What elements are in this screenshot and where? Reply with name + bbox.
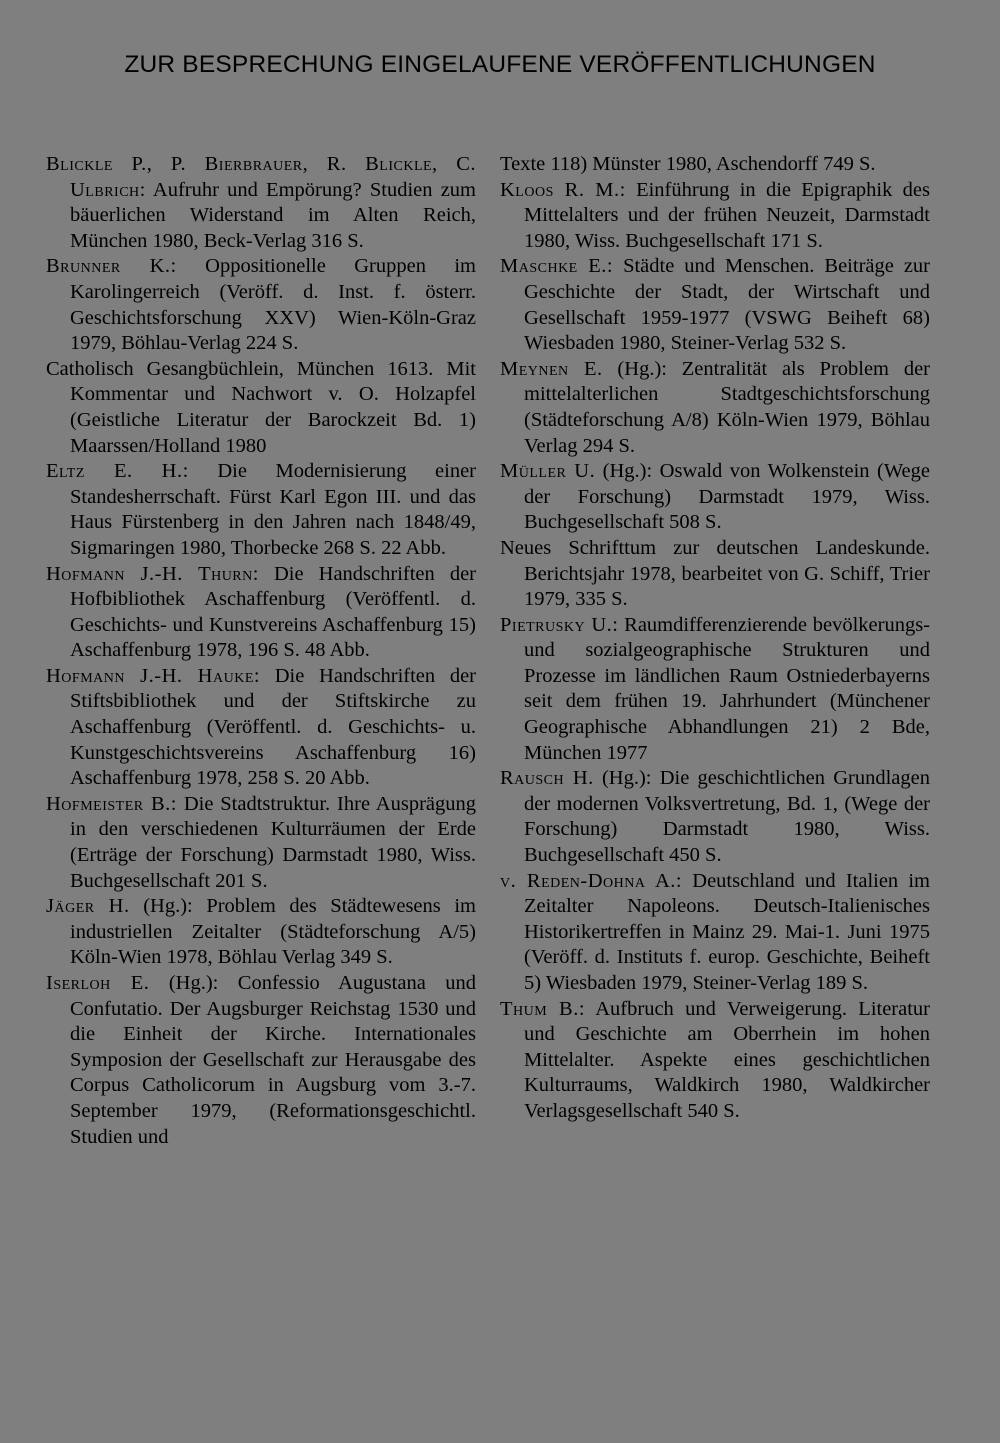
bibliography-entry [46, 357, 476, 459]
bibliography-entry [500, 254, 930, 356]
page-title: ZUR BESPRECHUNG EINGELAUFENE VERÖFFENTLICHUNGEN [124, 51, 876, 78]
bibliography-entry [500, 459, 930, 536]
entry-author: Müller U. [500, 460, 596, 483]
bibliography-entry [500, 766, 930, 868]
entry-author: Rausch H. [500, 767, 594, 790]
entry-author: Thum B.: [500, 997, 586, 1020]
entry-author: Eltz E. H.: [46, 460, 189, 483]
bibliography-entry [46, 971, 476, 1150]
entry-text: (Hg.): Problem des Städtewesens im industriellen Zeitalter (Städteforschung A/5) Köln-Wien 1978, Böhlau Verlag 349 S. [70, 895, 476, 969]
entry-author: Hofmann J.-H. Hauke: [46, 664, 261, 687]
entry-author: v. Reden-Dohna A.: [500, 869, 683, 892]
entry-author: Meynen E. [500, 357, 603, 380]
bibliography-entry [500, 357, 930, 459]
bibliography-entry [500, 536, 930, 613]
entry-author: Maschke E.: [500, 255, 614, 278]
left-column [46, 152, 476, 1150]
entry-text: Neues Schrifttum zur deutschen Landeskunde. Berichtsjahr 1978, bearbeitet von G. Schiff, Trier 1979, 335 S. [500, 536, 930, 611]
right-column [500, 152, 930, 1125]
bibliography-entry [500, 869, 930, 997]
entry-text: Texte 118) Münster 1980, Aschendorff 749 S. [500, 153, 876, 175]
entry-text: Die Handschriften der Hofbibliothek Aschaffenburg (Veröffentl. d. Geschichts- und Kunstvereins Aschaffenburg 15) Aschaffenburg 1978, 196 S. 48 Abb. [70, 562, 476, 662]
entry-text: (Hg.): Oswald von Wolkenstein (Wege der Forschung) Darmstadt 1979, Wiss. Buchgesellschaft 508 S. [524, 460, 930, 534]
bibliography-entry [46, 459, 476, 561]
entry-text: Die Stadtstruktur. Ihre Ausprägung in den verschiedenen Kulturräumen der Erde (Erträge der Forschung) Darmstadt 1980, Wiss. Buchgesellschaft 201 S. [70, 792, 476, 892]
entry-text: Aufbruch und Verweigerung. Literatur und Geschichte am Oberrhein im hohen Mittelalter. Aspekte eines geschichtlichen Kulturraums, Waldkirch 1980, Waldkircher Verlagsgesellschaft 540 S. [524, 997, 931, 1122]
bibliography-entry [500, 178, 930, 255]
bibliography-entry [500, 152, 930, 178]
entry-text: Städte und Menschen. Beiträge zur Geschichte der Stadt, der Wirtschaft und Gesellschaft 1959-1977 (VSWG Beiheft 68) Wiesbaden 1980, Steiner-Verlag 532 S. [524, 255, 931, 355]
entry-author: Pietrusky U.: [500, 613, 619, 636]
bibliography-entry [46, 664, 476, 792]
entry-author: Hofmeister B.: [46, 792, 177, 815]
entry-text: (Hg.): Confessio Augustana und Confutatio. Der Augsburger Reichstag 1530 und die Einheit der Kirche. Internationales Symposion der Gesellschaft zur Herausgabe des Corpus Catholicorum in Augsburg vom 3.-7. September 1979, (Reformationsgeschichtl. Studien und [70, 972, 476, 1148]
entry-text: (Hg.): Die geschichtlichen Grundlagen der modernen Volksvertretung, Bd. 1, (Wege der Forschung) Darmstadt 1980, Wiss. Buchgesellschaft 450 S. [524, 767, 930, 867]
entry-author: Iserloh E. [46, 972, 150, 994]
entry-text: (Hg.): Zentralität als Problem der mittelalterlichen Stadtgeschichtsforschung (Städteforschung A/8) Köln-Wien 1979, Böhlau Verlag 294 S. [524, 357, 930, 457]
bibliography-entry [500, 997, 930, 1125]
entry-text: Die Modernisierung einer Standesherrschaft. Fürst Karl Egon III. und das Haus Fürstenberg in den Jahren nach 1848/49, Sigmaringen 1980, Thorbecke 268 S. 22 Abb. [70, 460, 476, 559]
entry-author: Jäger H. [46, 895, 130, 918]
entry-text: Catholisch Gesangbüchlein, München 1613. Mit Kommentar und Nachwort v. O. Holzapfel (Geistliche Literatur der Barockzeit Bd. 1) Maarssen/Holland 1980 [46, 357, 476, 457]
bibliography-entry [46, 792, 476, 894]
bibliography-entry [46, 254, 476, 356]
entry-text: Die Handschriften der Stiftsbibliothek und der Stiftskirche zu Aschaffenburg (Veröffentl. d. Geschichts- u. Kunstgeschichtsvereins Aschaffenburg 16) Aschaffenburg 1978, 258 S. 20 Abb. [70, 664, 476, 790]
entry-text: Aufruhr und Empörung? Studien zum bäuerlichen Widerstand im Alten Reich, München 1980, Beck-Verlag 316 S. [70, 178, 476, 252]
entry-author: Brunner K.: [46, 255, 177, 278]
entry-author: Kloos R. M.: [500, 178, 626, 201]
entry-author: Hofmann J.-H. Thurn: [46, 562, 259, 585]
bibliography-entry [46, 562, 476, 664]
bibliography-entry [46, 152, 476, 254]
entry-text: Oppositionelle Gruppen im Karolingerreich (Veröff. d. Inst. f. österr. Geschichtsforschung XXV) Wien-Köln-Graz 1979, Böhlau-Verlag 224 S. [70, 255, 476, 355]
entry-author: Blickle P., P. Bierbrauer, R. Blickle, C. Ulbrich: [46, 153, 476, 201]
entry-text: Einführung in die Epigraphik des Mittelalters und der frühen Neuzeit, Darmstadt 1980, Wiss. Buchgesellschaft 171 S. [524, 178, 930, 252]
entry-text: Deutschland und Italien im Zeitalter Napoleons. Deutsch-Italienisches Historikertreffen in Mainz 29. Mai-1. Juni 1975 (Veröff. d. Instituts f. europ. Geschichte, Beiheft 5) Wiesbaden 1979, Steiner-Verlag 189 S. [524, 869, 930, 994]
bibliography-entry [46, 894, 476, 971]
bibliography-entry [500, 613, 930, 767]
entry-text: Raumdifferenzierende bevölkerungs- und sozialgeographische Strukturen und Prozesse im ländlichen Raum Ostniederbayerns seit dem frühen 19. Jahrhundert (Münchener Geographische Abhandlungen 21) 2 Bde, München 1977 [524, 613, 931, 764]
